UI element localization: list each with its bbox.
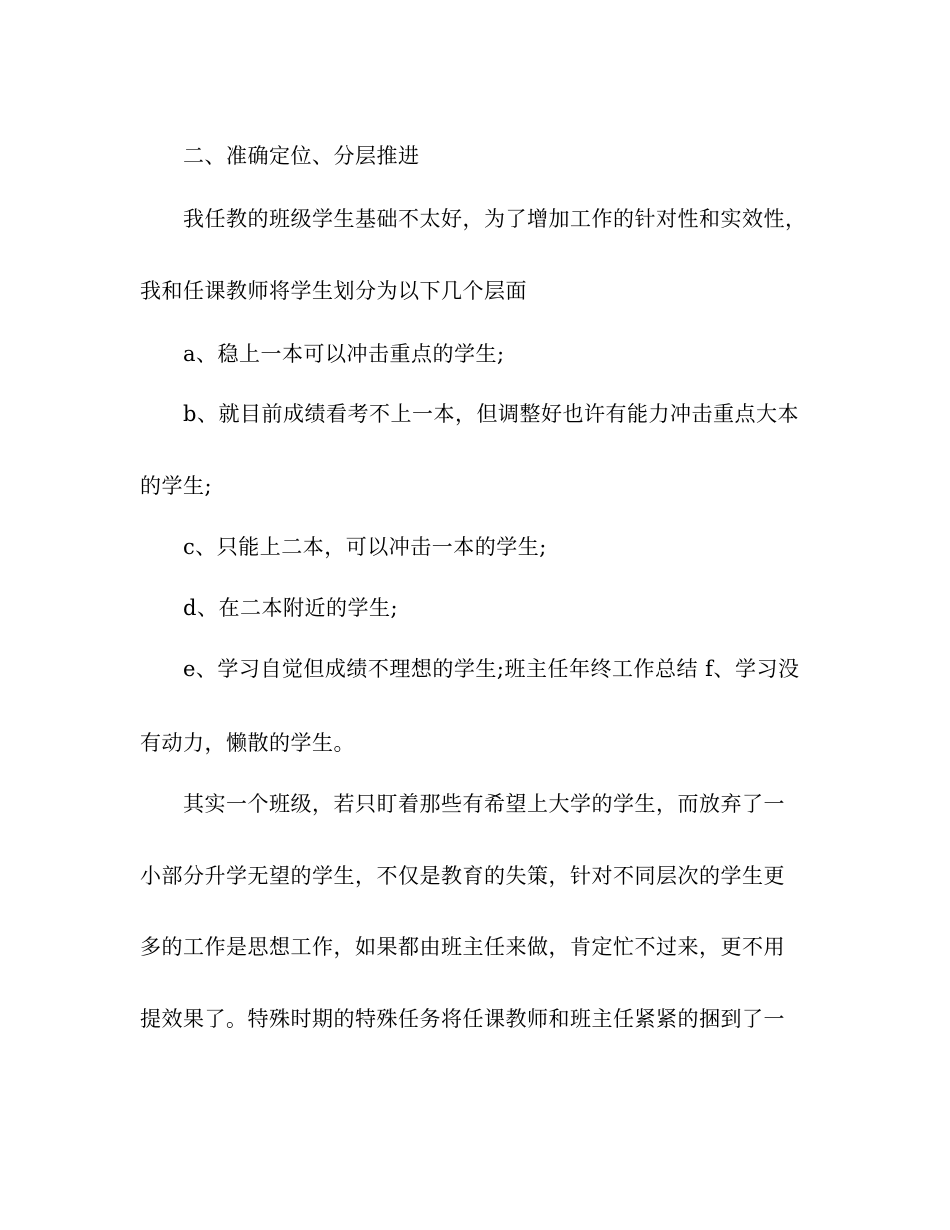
section-heading: 二、准确定位、分层推进: [183, 144, 420, 168]
list-item-d: d、在二本附近的学生;: [183, 596, 399, 620]
list-item-e: e、学习自觉但成绩不理想的学生;班主任年终工作总结 f、学习没: [183, 657, 800, 681]
paragraph-line: 提效果了。特殊时期的特殊任务将任课教师和班主任紧紧的捆到了一: [140, 1007, 785, 1031]
list-item-b: b、就目前成绩看考不上一本，但调整好也许有能力冲击重点大本: [183, 402, 799, 426]
list-item-b-continued: 的学生;: [140, 474, 213, 498]
paragraph-line: 我和任课教师将学生划分为以下几个层面: [140, 279, 527, 303]
list-item-e-continued: 有动力，懒散的学生。: [140, 731, 355, 755]
list-item-c: c、只能上二本，可以冲击一本的学生;: [183, 535, 547, 559]
paragraph-line: 多的工作是思想工作，如果都由班主任来做，肯定忙不过来，更不用: [140, 935, 785, 959]
list-item-a: a、稳上一本可以冲击重点的学生;: [183, 342, 505, 366]
paragraph-line: 其实一个班级，若只盯着那些有希望上大学的学生，而放弃了一: [183, 792, 785, 816]
paragraph-line: 我任教的班级学生基础不太好，为了增加工作的针对性和实效性，: [183, 207, 807, 231]
paragraph-line: 小部分升学无望的学生，不仅是教育的失策，针对不同层次的学生更: [140, 864, 785, 888]
